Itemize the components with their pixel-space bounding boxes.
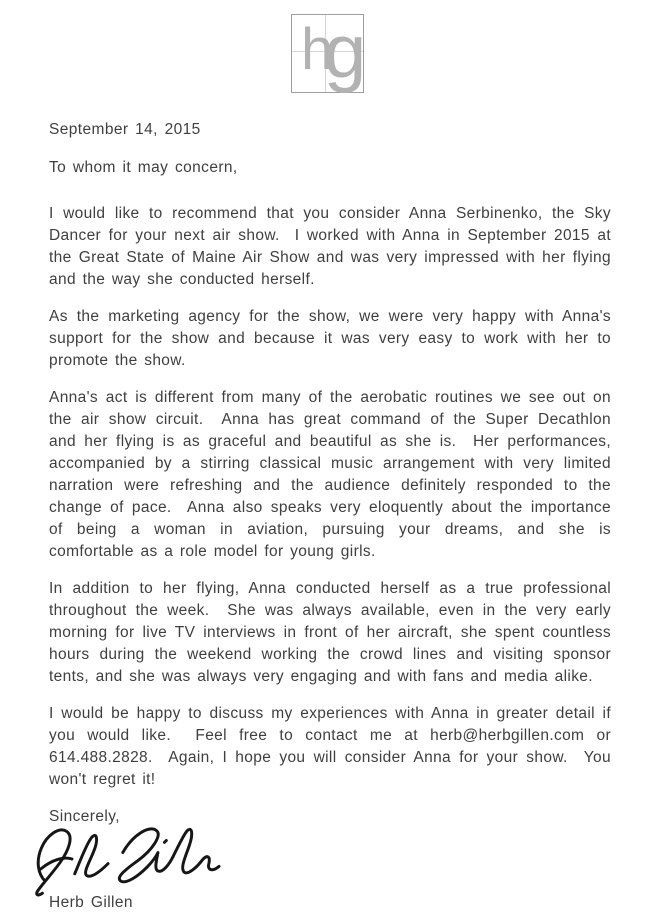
- signature-stroke-gillen-len: [173, 829, 219, 872]
- logo-letter-g: g: [324, 9, 367, 94]
- signature-stroke-herb-b: [75, 835, 108, 876]
- letter-page: [0, 9, 655, 911]
- paragraph-contact-info: I would be happy to discuss my experiences with Anna in greater detail if you would like. Feel free to contact me at herb@herbgillen.com or 614.488.2828. Again, I hope you will consider Anna for your show. You won't regret it!: [49, 705, 618, 788]
- paragraph-recommendation: I would like to recommend that you consider Anna Serbinenko, the Sky Dancer for your next air show. I worked with Anna in September 2015 at the Great State of Maine Air Show and was very impressed with her flying and the way she conducted herself.: [49, 205, 618, 288]
- logo-letter-h: h: [301, 17, 334, 82]
- hg-logo: [291, 9, 367, 94]
- letter-date: September 14, 2015: [49, 121, 201, 138]
- letter-paragraphs: [49, 203, 618, 791]
- signer-name: Herb Gillen: [49, 894, 133, 911]
- signature-stroke-i-dot: [164, 841, 166, 843]
- closing-sincerely: Sincerely,: [49, 808, 120, 825]
- paragraph-act-description: Anna's act is different from many of the aerobatic routines we see out on the air show circuit. Anna has great command of the Super Decathlon and her flying is as graceful and beautiful as she is. Her performances, accompanied by a stirring classical music arrangement with very limited narration were refreshing and the audience definitely responded to the change of pace. Anna also speaks very eloquently about the importance of being a woman in aviation, pursuing your dreams, and she is comfortable as a role model for young girls.: [49, 389, 618, 560]
- letter-body: [0, 119, 655, 914]
- signature-stroke-gillen-i: [147, 853, 173, 872]
- signature-stroke-gillen-g: [119, 829, 158, 882]
- paragraph-marketing-agency: As the marketing agency for the show, we were very happy with Anna's support for the show and because it was very easy to work with her to promote the show.: [49, 308, 618, 369]
- handwritten-signature-image: [29, 822, 225, 896]
- paragraph-professionalism: In addition to her flying, Anna conducted herself as a true professional throughout the week. She was always available, even in the very early morning for live TV interviews in front of her aircraft, she spent countless hours during the weekend working the crowd lines and visiting sponsor tents, and she was always very engaging and with fans and media alike.: [49, 580, 618, 685]
- salutation: To whom it may concern,: [49, 159, 238, 176]
